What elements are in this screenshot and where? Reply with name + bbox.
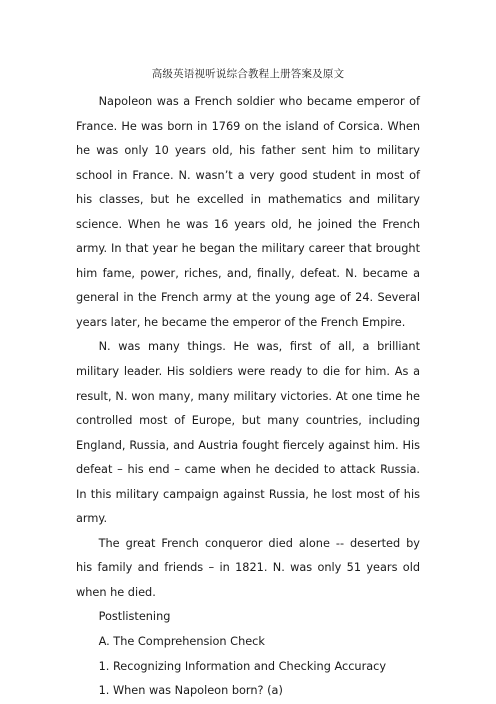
document-body <box>76 90 420 704</box>
section-heading-comprehension-check: A. The Comprehension Check <box>98 635 265 649</box>
exercise-heading: 1. Recognizing Information and Checking Accuracy <box>98 659 387 673</box>
paragraph-napoleon-biography: Napoleon was a French soldier who became emperor of France. He was born in 1769 on the island of Corsica. When he was only 10 years old, his father sent him to military school in France. N. wasn’t a very good student in most of his classes, but he excelled in mathematics and military science. When he was 16 years old, he joined the French army. In that year he began the military career that brought him fame, power, riches, and, finally, defeat. N. became a general in the French army at the young age of 24. Several years later, he became the emperor of the French Empire. <box>76 95 420 329</box>
paragraph-napoleon-death: The great French conqueror died alone -- deserted by his family and friends – in 1821. N. was only 51 years old when he died. <box>76 536 420 599</box>
section-heading-postlistening: Postlistening <box>98 610 171 624</box>
paragraph-napoleon-military: N. was many things. He was, first of all, a brilliant military leader. His soldiers were ready to die for him. As a result, N. won many, many military victories. At one time he controlled most of Europe, but many countries, including England, Russia, and Austria fought fiercely against him. His defeat – his end – came when he decided to attack Russia. In this military campaign against Russia, he lost most of his army. <box>76 340 420 526</box>
question-item: 1. When was Napoleon born? (a) <box>98 684 283 698</box>
document-title: 高级英语视听说综合教程上册答案及原文 <box>151 68 345 80</box>
